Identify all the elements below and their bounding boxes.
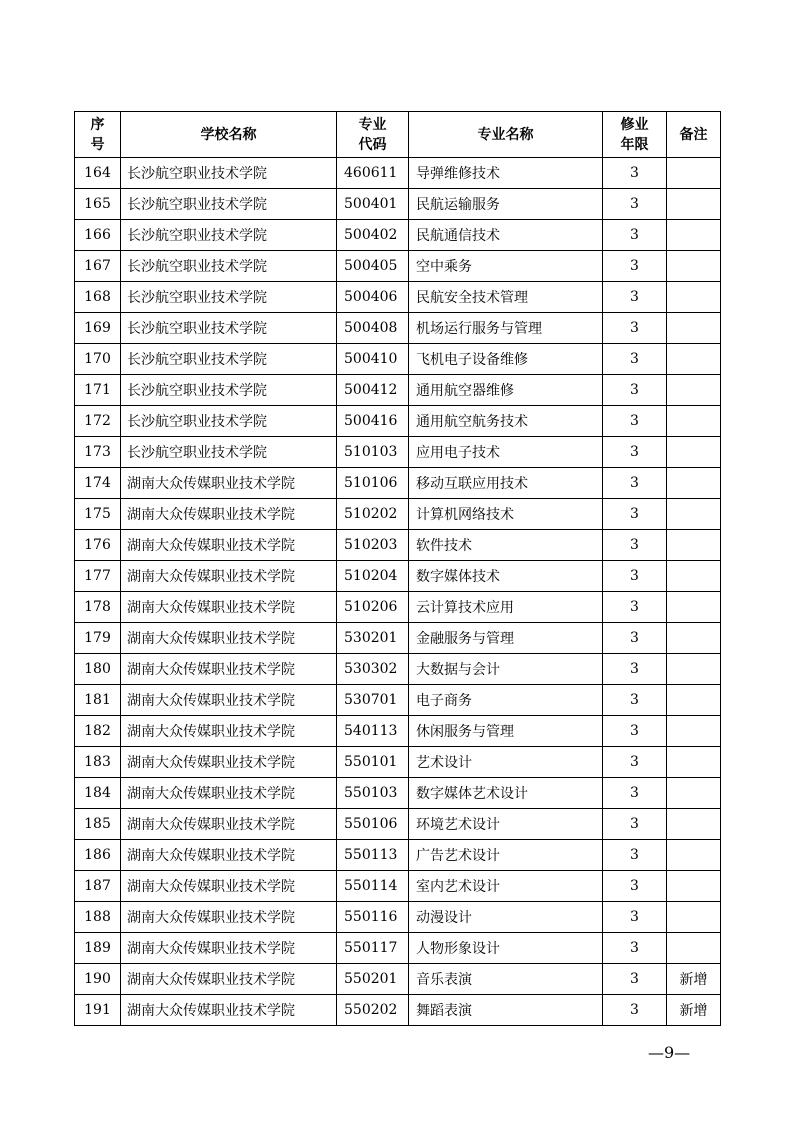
table-row bbox=[75, 282, 721, 313]
major-code-cell: 500410 bbox=[337, 344, 409, 375]
major-name-cell: 电子商务 bbox=[409, 685, 603, 716]
row-number-cell: 177 bbox=[75, 561, 121, 592]
major-name-cell: 室内艺术设计 bbox=[409, 871, 603, 902]
remark-cell bbox=[667, 902, 721, 933]
remark-cell bbox=[667, 623, 721, 654]
study-years-cell: 3 bbox=[603, 344, 667, 375]
major-code-cell: 510204 bbox=[337, 561, 409, 592]
remark-cell bbox=[667, 313, 721, 344]
remark-cell bbox=[667, 220, 721, 251]
major-name-cell: 民航运输服务 bbox=[409, 189, 603, 220]
remark-cell bbox=[667, 189, 721, 220]
major-code-cell: 510203 bbox=[337, 530, 409, 561]
major-code-cell: 550116 bbox=[337, 902, 409, 933]
row-number-cell: 165 bbox=[75, 189, 121, 220]
remark-cell bbox=[667, 685, 721, 716]
school-name-cell: 长沙航空职业技术学院 bbox=[121, 220, 337, 251]
study-years-cell: 3 bbox=[603, 499, 667, 530]
major-code-cell: 500412 bbox=[337, 375, 409, 406]
major-name-cell: 广告艺术设计 bbox=[409, 840, 603, 871]
major-code-cell: 500408 bbox=[337, 313, 409, 344]
major-name-cell: 数字媒体技术 bbox=[409, 561, 603, 592]
row-number-cell: 173 bbox=[75, 437, 121, 468]
remark-cell bbox=[667, 282, 721, 313]
remark-cell bbox=[667, 561, 721, 592]
row-number-cell: 187 bbox=[75, 871, 121, 902]
remark-cell bbox=[667, 778, 721, 809]
table-header-row bbox=[75, 112, 721, 158]
major-code-cell: 550202 bbox=[337, 995, 409, 1026]
major-code-cell: 550201 bbox=[337, 964, 409, 995]
major-name-cell: 应用电子技术 bbox=[409, 437, 603, 468]
school-name-cell: 长沙航空职业技术学院 bbox=[121, 158, 337, 189]
row-number-cell: 178 bbox=[75, 592, 121, 623]
table-row bbox=[75, 902, 721, 933]
table-row bbox=[75, 964, 721, 995]
school-name-cell: 湖南大众传媒职业技术学院 bbox=[121, 561, 337, 592]
major-name-cell: 机场运行服务与管理 bbox=[409, 313, 603, 344]
major-code-cell: 510103 bbox=[337, 437, 409, 468]
table-row bbox=[75, 406, 721, 437]
school-name-cell: 湖南大众传媒职业技术学院 bbox=[121, 592, 337, 623]
school-name-cell: 湖南大众传媒职业技术学院 bbox=[121, 468, 337, 499]
table-row bbox=[75, 375, 721, 406]
header-years-text: 修业 年限 bbox=[620, 116, 649, 153]
study-years-cell: 3 bbox=[603, 406, 667, 437]
row-number-cell: 166 bbox=[75, 220, 121, 251]
major-name-cell: 大数据与会计 bbox=[409, 654, 603, 685]
major-name-cell: 通用航空航务技术 bbox=[409, 406, 603, 437]
major-code-cell: 530701 bbox=[337, 685, 409, 716]
remark-cell bbox=[667, 933, 721, 964]
table-row bbox=[75, 685, 721, 716]
remark-cell bbox=[667, 592, 721, 623]
header-no bbox=[75, 112, 121, 158]
table-row bbox=[75, 313, 721, 344]
table-row bbox=[75, 623, 721, 654]
row-number-cell: 174 bbox=[75, 468, 121, 499]
table-row bbox=[75, 871, 721, 902]
study-years-cell: 3 bbox=[603, 437, 667, 468]
major-name-cell: 民航安全技术管理 bbox=[409, 282, 603, 313]
row-number-cell: 183 bbox=[75, 747, 121, 778]
remark-cell bbox=[667, 499, 721, 530]
header-note bbox=[667, 112, 721, 158]
major-code-cell: 460611 bbox=[337, 158, 409, 189]
table-row bbox=[75, 747, 721, 778]
major-name-cell: 金融服务与管理 bbox=[409, 623, 603, 654]
study-years-cell: 3 bbox=[603, 902, 667, 933]
majors-table bbox=[74, 111, 721, 1026]
major-code-cell: 500401 bbox=[337, 189, 409, 220]
school-name-cell: 湖南大众传媒职业技术学院 bbox=[121, 654, 337, 685]
table-row bbox=[75, 468, 721, 499]
major-name-cell: 移动互联应用技术 bbox=[409, 468, 603, 499]
remark-cell bbox=[667, 716, 721, 747]
remark-cell bbox=[667, 809, 721, 840]
row-number-cell: 179 bbox=[75, 623, 121, 654]
remark-cell bbox=[667, 158, 721, 189]
school-name-cell: 湖南大众传媒职业技术学院 bbox=[121, 778, 337, 809]
row-number-cell: 188 bbox=[75, 902, 121, 933]
major-code-cell: 500416 bbox=[337, 406, 409, 437]
school-name-cell: 湖南大众传媒职业技术学院 bbox=[121, 871, 337, 902]
table-row bbox=[75, 778, 721, 809]
study-years-cell: 3 bbox=[603, 282, 667, 313]
row-number-cell: 184 bbox=[75, 778, 121, 809]
row-number-cell: 171 bbox=[75, 375, 121, 406]
remark-cell bbox=[667, 344, 721, 375]
remark-cell bbox=[667, 468, 721, 499]
school-name-cell: 长沙航空职业技术学院 bbox=[121, 313, 337, 344]
row-number-cell: 172 bbox=[75, 406, 121, 437]
major-name-cell: 空中乘务 bbox=[409, 251, 603, 282]
school-name-cell: 湖南大众传媒职业技术学院 bbox=[121, 530, 337, 561]
row-number-cell: 167 bbox=[75, 251, 121, 282]
row-number-cell: 182 bbox=[75, 716, 121, 747]
study-years-cell: 3 bbox=[603, 623, 667, 654]
major-code-cell: 500405 bbox=[337, 251, 409, 282]
school-name-cell: 湖南大众传媒职业技术学院 bbox=[121, 499, 337, 530]
study-years-cell: 3 bbox=[603, 995, 667, 1026]
school-name-cell: 湖南大众传媒职业技术学院 bbox=[121, 623, 337, 654]
remark-cell bbox=[667, 654, 721, 685]
school-name-cell: 湖南大众传媒职业技术学院 bbox=[121, 995, 337, 1026]
row-number-cell: 175 bbox=[75, 499, 121, 530]
remark-cell: 新增 bbox=[667, 964, 721, 995]
table-row bbox=[75, 933, 721, 964]
study-years-cell: 3 bbox=[603, 964, 667, 995]
table-row bbox=[75, 251, 721, 282]
study-years-cell: 3 bbox=[603, 840, 667, 871]
table-row bbox=[75, 716, 721, 747]
table-row bbox=[75, 530, 721, 561]
school-name-cell: 长沙航空职业技术学院 bbox=[121, 437, 337, 468]
school-name-cell: 长沙航空职业技术学院 bbox=[121, 375, 337, 406]
school-name-cell: 湖南大众传媒职业技术学院 bbox=[121, 840, 337, 871]
major-code-cell: 530302 bbox=[337, 654, 409, 685]
study-years-cell: 3 bbox=[603, 468, 667, 499]
school-name-cell: 湖南大众传媒职业技术学院 bbox=[121, 964, 337, 995]
major-name-cell: 数字媒体艺术设计 bbox=[409, 778, 603, 809]
header-years bbox=[603, 112, 667, 158]
study-years-cell: 3 bbox=[603, 654, 667, 685]
remark-cell: 新增 bbox=[667, 995, 721, 1026]
table-row bbox=[75, 840, 721, 871]
study-years-cell: 3 bbox=[603, 716, 667, 747]
major-name-cell: 导弹维修技术 bbox=[409, 158, 603, 189]
school-name-cell: 湖南大众传媒职业技术学院 bbox=[121, 747, 337, 778]
header-code-text: 专业 代码 bbox=[358, 116, 387, 153]
remark-cell bbox=[667, 840, 721, 871]
study-years-cell: 3 bbox=[603, 592, 667, 623]
remark-cell bbox=[667, 406, 721, 437]
table-row bbox=[75, 654, 721, 685]
table-row bbox=[75, 809, 721, 840]
major-code-cell: 550117 bbox=[337, 933, 409, 964]
header-no-text: 序 号 bbox=[90, 116, 105, 153]
table-row bbox=[75, 220, 721, 251]
remark-cell bbox=[667, 747, 721, 778]
study-years-cell: 3 bbox=[603, 561, 667, 592]
table-row bbox=[75, 189, 721, 220]
table-row bbox=[75, 158, 721, 189]
major-name-cell: 动漫设计 bbox=[409, 902, 603, 933]
table-row bbox=[75, 561, 721, 592]
major-code-cell: 510106 bbox=[337, 468, 409, 499]
school-name-cell: 湖南大众传媒职业技术学院 bbox=[121, 716, 337, 747]
major-name-cell: 飞机电子设备维修 bbox=[409, 344, 603, 375]
major-name-cell: 软件技术 bbox=[409, 530, 603, 561]
table-row bbox=[75, 437, 721, 468]
school-name-cell: 长沙航空职业技术学院 bbox=[121, 282, 337, 313]
major-name-cell: 音乐表演 bbox=[409, 964, 603, 995]
row-number-cell: 191 bbox=[75, 995, 121, 1026]
major-code-cell: 550114 bbox=[337, 871, 409, 902]
table-row bbox=[75, 592, 721, 623]
major-name-cell: 舞蹈表演 bbox=[409, 995, 603, 1026]
table-body bbox=[75, 158, 721, 1026]
study-years-cell: 3 bbox=[603, 189, 667, 220]
major-name-cell: 云计算技术应用 bbox=[409, 592, 603, 623]
row-number-cell: 176 bbox=[75, 530, 121, 561]
study-years-cell: 3 bbox=[603, 685, 667, 716]
row-number-cell: 186 bbox=[75, 840, 121, 871]
school-name-cell: 湖南大众传媒职业技术学院 bbox=[121, 933, 337, 964]
study-years-cell: 3 bbox=[603, 375, 667, 406]
major-code-cell: 550101 bbox=[337, 747, 409, 778]
major-code-cell: 510206 bbox=[337, 592, 409, 623]
school-name-cell: 长沙航空职业技术学院 bbox=[121, 406, 337, 437]
study-years-cell: 3 bbox=[603, 809, 667, 840]
major-name-cell: 休闲服务与管理 bbox=[409, 716, 603, 747]
header-school bbox=[121, 112, 337, 158]
row-number-cell: 189 bbox=[75, 933, 121, 964]
school-name-cell: 长沙航空职业技术学院 bbox=[121, 344, 337, 375]
table-row bbox=[75, 995, 721, 1026]
row-number-cell: 190 bbox=[75, 964, 121, 995]
school-name-cell: 长沙航空职业技术学院 bbox=[121, 251, 337, 282]
table-row bbox=[75, 344, 721, 375]
school-name-cell: 湖南大众传媒职业技术学院 bbox=[121, 902, 337, 933]
major-name-cell: 计算机网络技术 bbox=[409, 499, 603, 530]
study-years-cell: 3 bbox=[603, 933, 667, 964]
study-years-cell: 3 bbox=[603, 747, 667, 778]
row-number-cell: 169 bbox=[75, 313, 121, 344]
header-school-text: 学校名称 bbox=[200, 126, 257, 143]
remark-cell bbox=[667, 375, 721, 406]
study-years-cell: 3 bbox=[603, 778, 667, 809]
study-years-cell: 3 bbox=[603, 220, 667, 251]
school-name-cell: 长沙航空职业技术学院 bbox=[121, 189, 337, 220]
row-number-cell: 170 bbox=[75, 344, 121, 375]
major-code-cell: 550106 bbox=[337, 809, 409, 840]
school-name-cell: 湖南大众传媒职业技术学院 bbox=[121, 809, 337, 840]
school-name-cell: 湖南大众传媒职业技术学院 bbox=[121, 685, 337, 716]
remark-cell bbox=[667, 251, 721, 282]
major-code-cell: 550113 bbox=[337, 840, 409, 871]
row-number-cell: 168 bbox=[75, 282, 121, 313]
row-number-cell: 180 bbox=[75, 654, 121, 685]
major-name-cell: 民航通信技术 bbox=[409, 220, 603, 251]
header-major-text: 专业名称 bbox=[477, 126, 534, 143]
major-code-cell: 510202 bbox=[337, 499, 409, 530]
major-name-cell: 环境艺术设计 bbox=[409, 809, 603, 840]
major-code-cell: 530201 bbox=[337, 623, 409, 654]
row-number-cell: 181 bbox=[75, 685, 121, 716]
row-number-cell: 185 bbox=[75, 809, 121, 840]
major-name-cell: 艺术设计 bbox=[409, 747, 603, 778]
table-row bbox=[75, 499, 721, 530]
major-code-cell: 500406 bbox=[337, 282, 409, 313]
header-note-text: 备注 bbox=[679, 126, 708, 143]
study-years-cell: 3 bbox=[603, 251, 667, 282]
remark-cell bbox=[667, 437, 721, 468]
major-code-cell: 540113 bbox=[337, 716, 409, 747]
major-code-cell: 500402 bbox=[337, 220, 409, 251]
header-code bbox=[337, 112, 409, 158]
study-years-cell: 3 bbox=[603, 530, 667, 561]
study-years-cell: 3 bbox=[603, 158, 667, 189]
header-major bbox=[409, 112, 603, 158]
study-years-cell: 3 bbox=[603, 313, 667, 344]
major-code-cell: 550103 bbox=[337, 778, 409, 809]
major-name-cell: 通用航空器维修 bbox=[409, 375, 603, 406]
major-name-cell: 人物形象设计 bbox=[409, 933, 603, 964]
remark-cell bbox=[667, 871, 721, 902]
row-number-cell: 164 bbox=[75, 158, 121, 189]
study-years-cell: 3 bbox=[603, 871, 667, 902]
page-number: —9— bbox=[648, 1043, 691, 1062]
remark-cell bbox=[667, 530, 721, 561]
